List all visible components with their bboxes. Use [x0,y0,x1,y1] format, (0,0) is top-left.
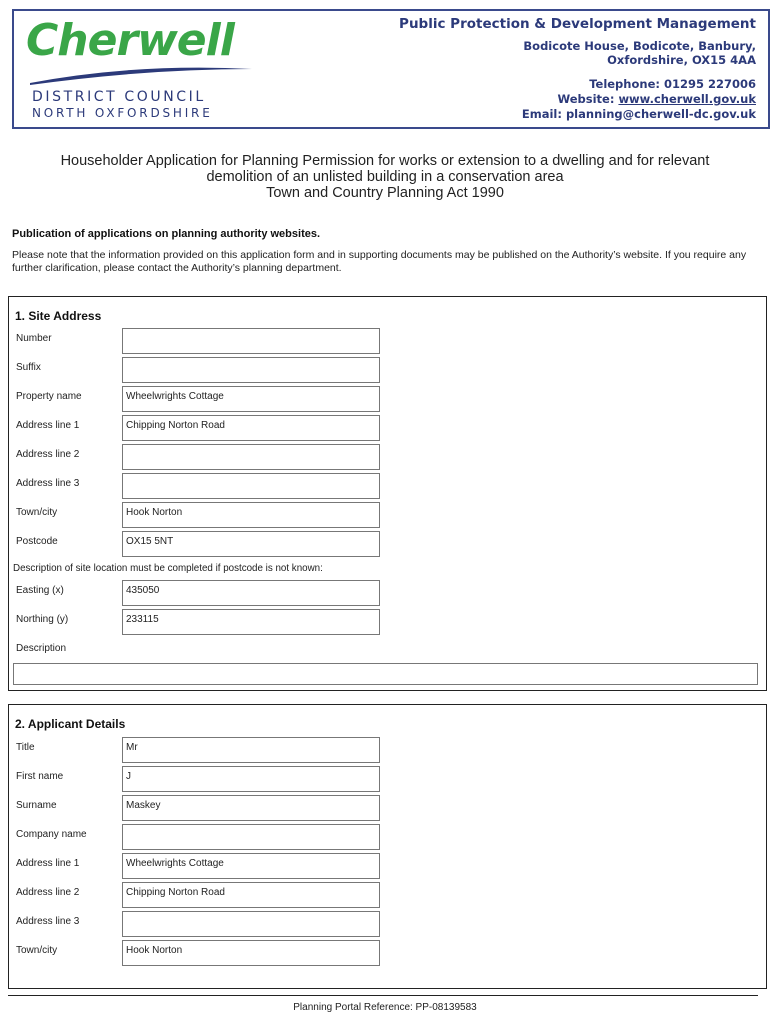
form-row [9,940,766,966]
form-row [9,357,766,383]
field-label: Postcode [16,536,58,547]
org-address-line1: Bodicote House, Bodicote, Banbury, [523,39,756,53]
form-row [9,580,766,606]
number-field[interactable] [122,328,380,354]
address-line2-field[interactable] [122,444,380,470]
form-row [9,737,766,763]
document-title [0,153,770,201]
form-row [9,882,766,908]
easting-field[interactable]: 435050 [122,580,380,606]
applicant-address-line1-field[interactable]: Wheelwrights Cottage [122,853,380,879]
field-label: Address line 1 [16,420,80,431]
title-line-1: Householder Application for Planning Permission for works or extension to a dwelling and for relevant [60,153,710,169]
form-row [9,795,766,821]
form-row [9,328,766,354]
form-row [9,386,766,412]
description-label: Description [16,643,67,654]
field-label: First name [16,771,64,782]
form-row [9,473,766,499]
postcode-field[interactable]: OX15 5NT [122,531,380,557]
logo-swoosh-icon [26,61,256,87]
company-name-field[interactable] [122,824,380,850]
title-field[interactable]: Mr [122,737,380,763]
address-line3-field[interactable] [122,473,380,499]
first-name-field[interactable]: J [122,766,380,792]
website-link[interactable]: www.cherwell.gov.uk [618,92,756,106]
field-label: Address line 2 [16,449,80,460]
council-logo: Cherwell [26,15,234,66]
section-heading: 2. Applicant Details [15,717,126,731]
email-link[interactable]: planning@cherwell-dc.gov.uk [565,107,756,121]
org-contact-block [399,15,756,122]
field-label: Title [16,742,35,753]
field-label: Town/city [16,945,58,956]
title-line-3: Town and Country Planning Act 1990 [266,185,504,201]
town-city-field[interactable]: Hook Norton [122,502,380,528]
description-field[interactable] [13,663,758,685]
field-label: Number [16,333,52,344]
form-row [9,531,766,557]
form-row [9,609,766,635]
form-row [9,502,766,528]
location-note: Description of site location must be completed if postcode is not known: [13,563,323,574]
field-label: Address line 2 [16,887,80,898]
field-label: Suffix [16,362,41,373]
field-label: Town/city [16,507,58,518]
applicant-details-section [8,704,767,989]
logo-district-council: DISTRICT COUNCIL [32,89,206,105]
field-label: Company name [16,829,87,840]
title-line-2: demolition of an unlisted building in a conservation area [206,169,564,185]
field-label: Northing (y) [16,614,69,625]
site-address-section [8,296,767,691]
suffix-field[interactable] [122,357,380,383]
applicant-address-line3-field[interactable] [122,911,380,937]
org-title: Public Protection & Development Management [399,16,756,32]
field-label: Surname [16,800,57,811]
form-row [9,415,766,441]
field-label: Property name [16,391,82,402]
surname-field[interactable]: Maskey [122,795,380,821]
field-label: Address line 3 [16,478,80,489]
footer-divider [8,995,758,996]
address-line1-field[interactable]: Chipping Norton Road [122,415,380,441]
applicant-town-city-field[interactable]: Hook Norton [122,940,380,966]
planning-portal-reference: Planning Portal Reference: PP-08139583 [293,1002,477,1013]
form-row [9,853,766,879]
publication-note: Please note that the information provided on this application form and in supporting documents may be published on the Authority’s website. If you require any further clarification, please contact the Authority’s planning department. [12,249,747,274]
email-label: Email: [521,107,566,121]
applicant-address-line2-field[interactable]: Chipping Norton Road [122,882,380,908]
field-label: Address line 1 [16,858,80,869]
publication-heading: Publication of applications on planning authority websites. [12,228,321,240]
property-name-field[interactable]: Wheelwrights Cottage [122,386,380,412]
org-telephone: Telephone: 01295 227006 [589,77,756,91]
form-row [9,444,766,470]
org-address-line2: Oxfordshire, OX15 4AA [607,53,756,67]
form-row [9,766,766,792]
field-label: Easting (x) [16,585,64,596]
header-banner [12,9,770,129]
field-label: Address line 3 [16,916,80,927]
northing-field[interactable]: 233115 [122,609,380,635]
website-label: Website: [557,92,619,106]
form-row [9,911,766,937]
section-heading: 1. Site Address [15,309,102,323]
logo-north-oxfordshire: NORTH OXFORDSHIRE [32,106,213,120]
form-row [9,824,766,850]
